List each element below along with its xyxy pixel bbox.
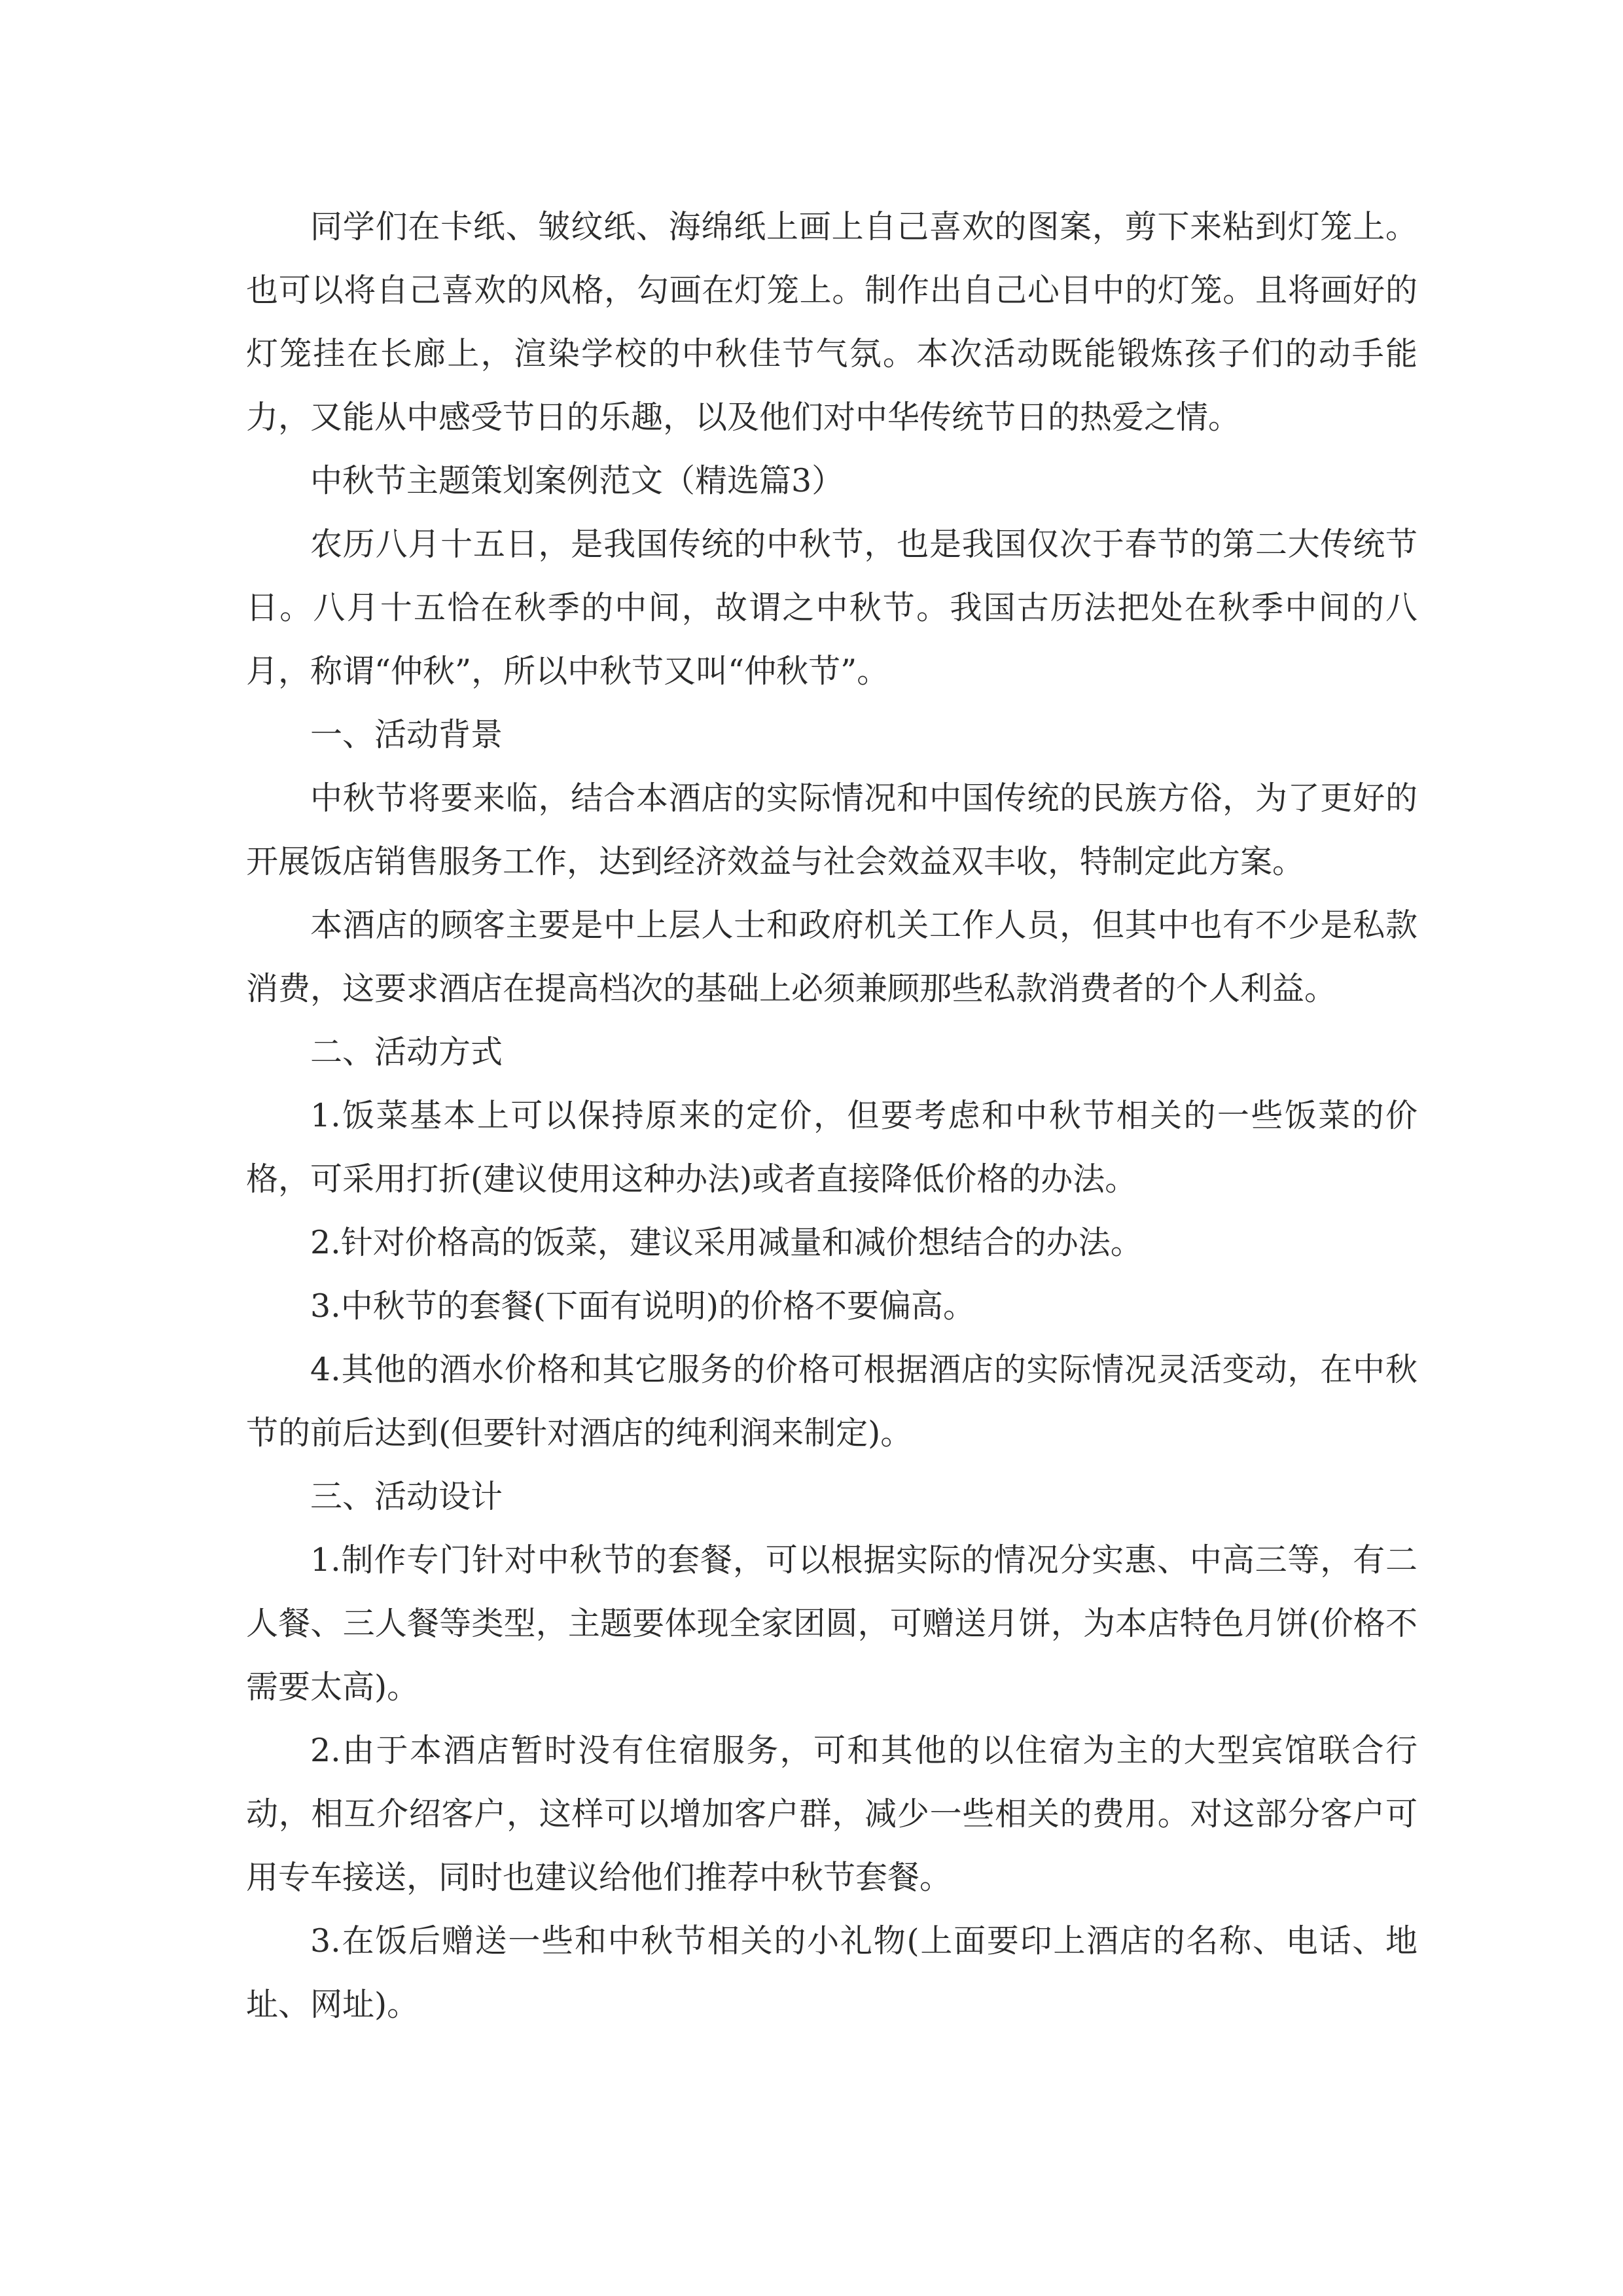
list-item-method-3: 3.中秋节的套餐(下面有说明)的价格不要偏高。 [310, 1287, 975, 1325]
paragraph-mid-autumn-intro: 农历八月十五日，是我国传统的中秋节，也是我国仅次于春节的第二大传统节日。八月十五恰在秋季的中间，故谓之中秋节。我国古历法把处在秋季中间的八月，称谓“仲秋”，所以中秋节又叫“仲秋节”。 [246, 526, 1418, 690]
heading-activity-method: 二、活动方式 [310, 1033, 503, 1071]
document-body [246, 195, 1418, 2036]
list-item-design-3: 3.在饭后赠送一些和中秋节相关的小礼物(上面要印上酒店的名称、电话、地址、网址)。 [246, 1922, 1418, 2023]
section-title-case-3: 中秋节主题策划案例范文（精选篇3） [310, 462, 844, 499]
list-item-design-2: 2.由于本酒店暂时没有住宿服务，可和其他的以住宿为主的大型宾馆联合行动，相互介绍客户，这样可以增加客户群，减少一些相关的费用。对这部分客户可用专车接送，同时也建议给他们推荐中秋节套餐。 [246, 1732, 1418, 1896]
list-item-method-1: 1.饭菜基本上可以保持原来的定价，但要考虑和中秋节相关的一些饭菜的价格，可采用打折(建议使用这种办法)或者直接降低价格的办法。 [246, 1097, 1418, 1198]
list-item-design-1: 1.制作专门针对中秋节的套餐，可以根据实际的情况分实惠、中高三等，有二人餐、三人餐等类型，主题要体现全家团圆，可赠送月饼，为本店特色月饼(价格不需要太高)。 [246, 1541, 1418, 1706]
heading-activity-design: 三、活动设计 [310, 1478, 503, 1515]
heading-activity-background: 一、活动背景 [310, 716, 503, 753]
paragraph-background-1: 中秋节将要来临，结合本酒店的实际情况和中国传统的民族方俗，为了更好的开展饭店销售服务工作，达到经济效益与社会效益双丰收，特制定此方案。 [246, 780, 1418, 880]
list-item-method-2: 2.针对价格高的饭菜，建议采用减量和减价想结合的办法。 [310, 1224, 1143, 1261]
paragraph-lantern-activity: 同学们在卡纸、皱纹纸、海绵纸上画上自己喜欢的图案，剪下来粘到灯笼上。也可以将自己喜欢的风格，勾画在灯笼上。制作出自己心目中的灯笼。且将画好的灯笼挂在长廊上，渲染学校的中秋佳节气氛。本次活动既能锻炼孩子们的动手能力，又能从中感受节日的乐趣，以及他们对中华传统节日的热爱之情。 [246, 208, 1418, 436]
paragraph-background-2: 本酒店的顾客主要是中上层人士和政府机关工作人员，但其中也有不少是私款消费，这要求酒店在提高档次的基础上必须兼顾那些私款消费者的个人利益。 [246, 906, 1418, 1007]
list-item-method-4: 4.其他的酒水价格和其它服务的价格可根据酒店的实际情况灵活变动，在中秋节的前后达到(但要针对酒店的纯利润来制定)。 [246, 1351, 1418, 1452]
